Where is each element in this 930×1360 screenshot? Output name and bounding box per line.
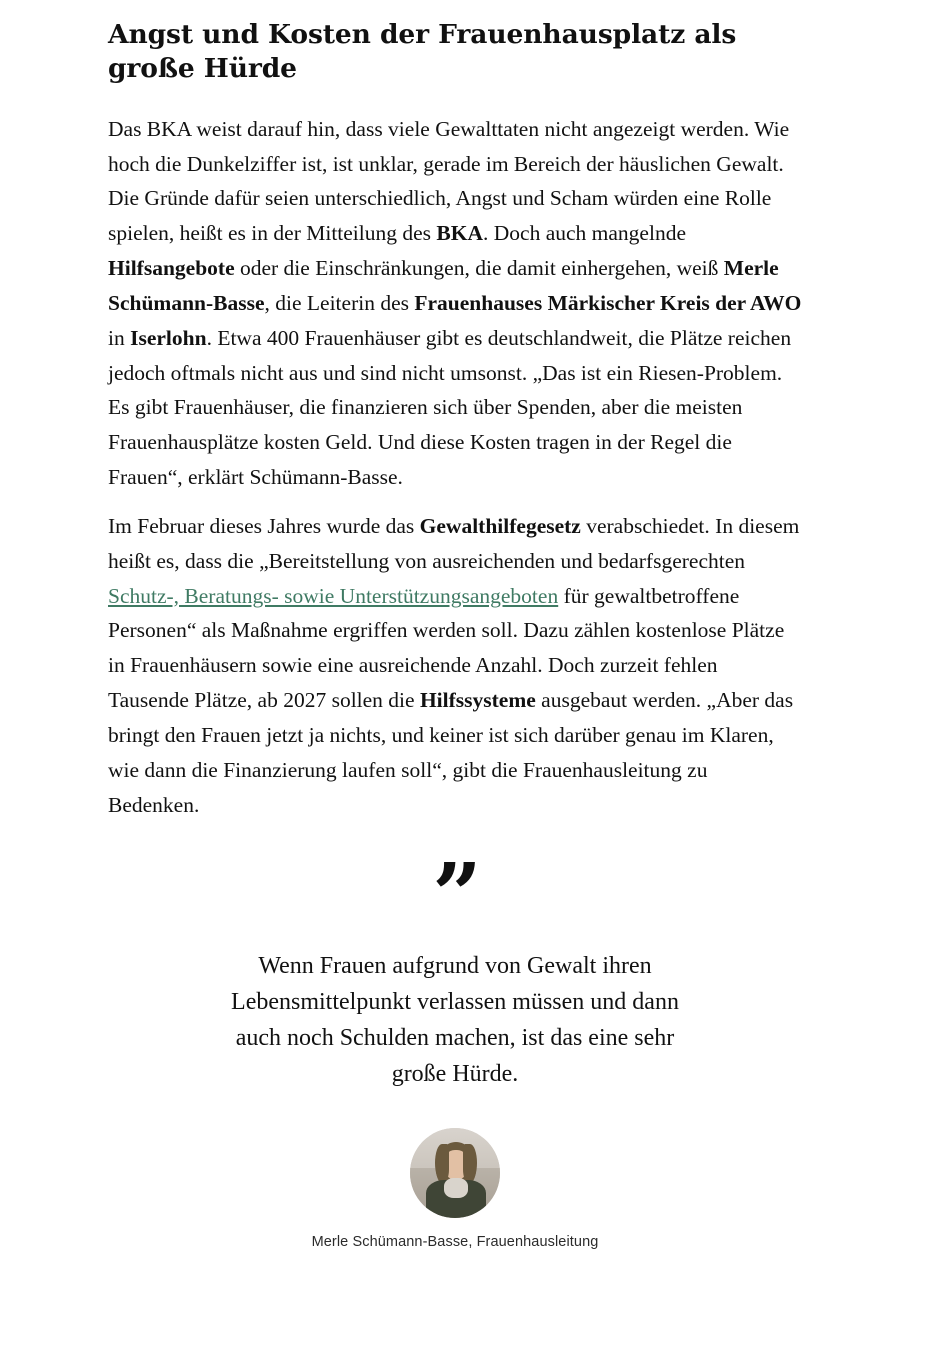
pullquote [108,845,802,1251]
paragraph-1-text-6: . Etwa 400 Frauenhäuser gibt es deutschlandweit, die Plätze reichen jedoch oftmals nicht aus und sind nicht umsonst. „Das ist ein Riesen-Problem. Es gibt Frauenhäuser, die finanzieren sich über Spenden, aber die meisten Frauenhausplätze kosten Geld. Und diese Kosten tragen in der Regel die Frauen“, erklärt Schümann-Basse. [108,325,792,490]
paragraph-1-text-4: , die Leiterin des [264,290,415,315]
avatar [410,1128,500,1218]
paragraph-1-text-2: . Doch auch mangelnde [483,221,686,246]
page-title: Angst und Kosten der Frauenhausplatz als große Hürde [108,19,737,84]
paragraph-1-bold-organisation: Frauenhauses Märkischer Kreis der AWO [414,290,802,315]
paragraph-2-bold-gesetz: Gewalthilfegesetz [419,513,581,538]
paragraph-2-text-3: für gewaltbetroffene Personen“ als Maßnahme ergriffen werden soll. Dazu zählen kostenlose Plätze in Frauenhäusern sowie eine ausreichende Anzahl. Doch zurzeit fehlen Tausende Plätze, ab 2027 sollen die [108,583,785,713]
pullquote-text: Wenn Frauen aufgrund von Gewalt ihren Lebensmittelpunkt verlassen müssen und dann auch noch Schulden machen, ist das eine sehr große Hürde. [231,953,679,1088]
paragraph-1-bold-city: Iserlohn [130,325,207,350]
avatar-hair-left [435,1144,449,1182]
paragraph-1-bold-bka: BKA [436,221,484,246]
paragraph-1-bold-name: Merle Schümann-Basse [108,256,779,315]
avatar-wrapper [228,1128,682,1218]
paragraph-1-text-3: oder die Einschränkungen, die damit einhergehen, weiß [234,256,724,281]
paragraph-1-text-1: Das BKA weist darauf hin, dass viele Gewalttaten nicht angezeigt werden. Wie hoch die Dunkelziffer ist, ist unklar, gerade im Bereich der häuslichen Gewalt. Die Gründe dafür seien unterschiedlich, Angst und Scham würden eine Rolle spielen, heißt es in der Mitteilung des [108,116,790,246]
paragraph-1-text-5: in [108,325,131,350]
paragraph-2-text-2: verabschiedet. In diesem heißt es, dass die „Bereitstellung von ausreichenden und bedarfsgerechten [108,513,800,573]
avatar-scarf [444,1178,468,1198]
paragraph-2-text-4: ausgebaut werden. „Aber das bringt den Frauen jetzt ja nichts, und keiner ist sich darüber genau im Klaren, wie dann die Finanzierung laufen soll“, gibt die Frauenhausleitung zu Bedenken. [108,688,794,817]
inline-link-angebote[interactable]: Schutz-, Beratungs- sowie Unterstützungsangeboten [108,583,559,608]
paragraph-2 [108,509,802,822]
paragraph-1 [108,112,802,495]
paragraph-2-text-1: Im Februar dieses Jahres wurde das [108,513,420,538]
paragraph-2-bold-hilfssysteme: Hilfssysteme [419,688,536,713]
quote-mark-icon: ” [432,845,478,947]
paragraph-1-bold-hilfsangebote: Hilfsangebote [108,256,235,281]
pullquote-attribution: Merle Schümann-Basse, Frauenhausleitung [311,1234,599,1251]
